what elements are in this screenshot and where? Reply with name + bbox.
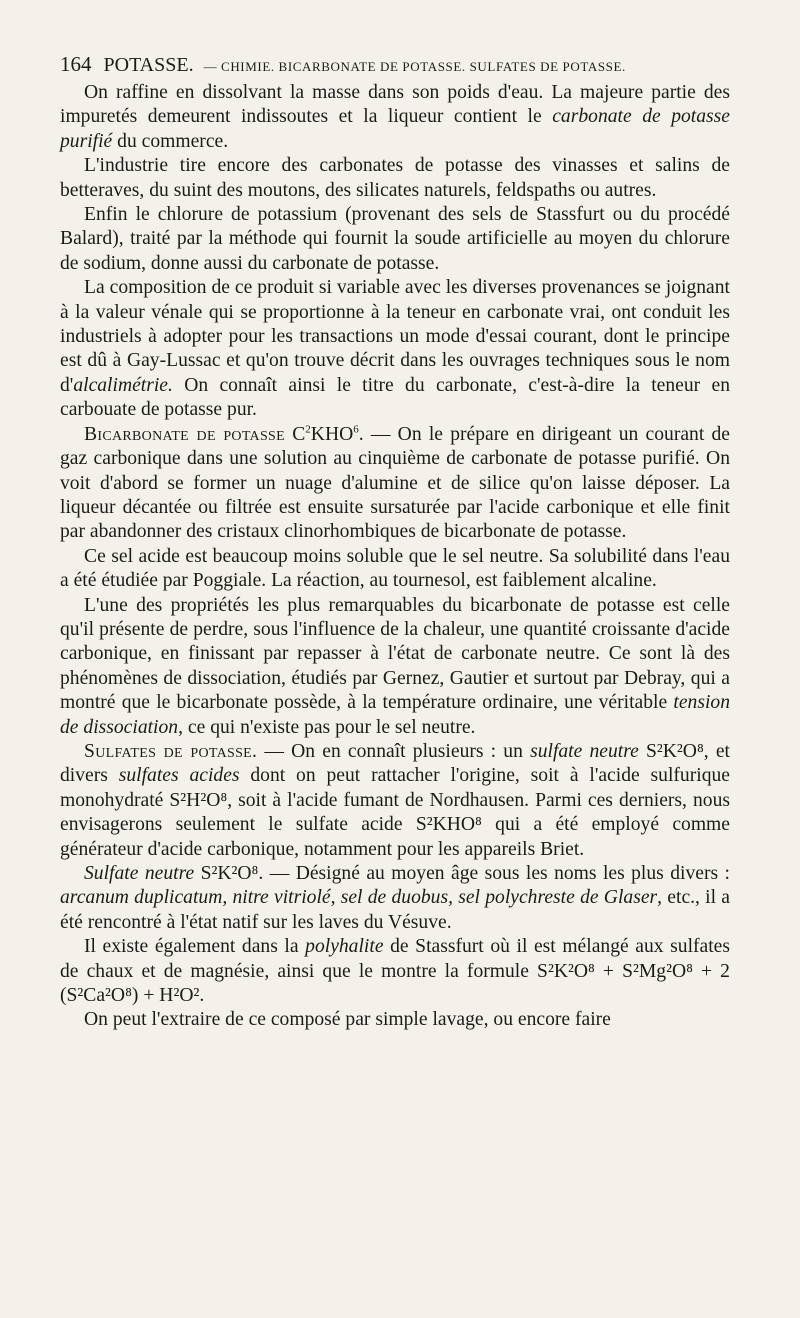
formula-sup: 6 [353,423,359,436]
paragraph-chlorure: Enfin le chlorure de potassium (provenant des sels de Stassfurt ou du procédé Balard), traité par la méthode qui fournit la soude artificielle au moyen du chlorure de sodium, donne aussi du carbonate de potasse. [60,204,730,274]
text-run: du commerce. [112,130,229,152]
text-run: qui a été employé comme générateur d'acide carbonique, notamment pour les appareils Briet. [60,814,730,860]
text-run: , soit à l'acide fumant de Nordhausen. Parmi ces derniers, nous envisagerons seulement le sulfate acide [60,789,730,836]
text-run: . — On le prépare en dirigeant un courant de gaz carbonique dans une solution au cinquième de carbonate de potasse purifié. On voit d'abord se former un nuage d'alumine et de silice qu'on laisse déposer. La liqueur décantée ou filtrée est ensuite sursaturée par l'acide carbonique et elle finit par abandonner des cristaux clinorhombiques de bicarbonate de potasse. [60,423,730,543]
text-run: , etc., il a été rencontré à l'état natif sur les laves du Vésuve. [60,887,731,933]
running-title: POTASSE. [103,54,194,76]
running-subtitle: — CHIMIE. BICARBONATE DE POTASSE. SULFATES DE POTASSE. [203,59,626,74]
italic-term: polyhalite [305,936,384,958]
italic-heading: Sulfate neutre [84,863,195,884]
text-run: Il existe également dans la [84,936,306,958]
paragraph-sulfate-neutre [60,862,730,935]
paragraph-raffinage [60,81,730,154]
formula: S²K²O⁸ [200,863,259,884]
paragraph-polyhalite [60,935,730,1008]
section-heading-sulfates: Sulfates de potasse. [84,740,258,762]
italic-term: arcanum duplicatum, nitre vitriolé, sel de duobus, sel polychreste de Glaser [60,887,658,909]
text-run: . — Désigné au moyen âge sous les noms les plus divers : [258,863,730,884]
paragraph-extraction: On peut l'extraire de ce composé par simple lavage, ou encore faire [84,1009,611,1031]
paragraph-composition [60,276,730,422]
italic-term: carbonate de potasse purifié [60,106,730,152]
formula-bicarbonate [292,424,359,445]
text-run: On connaît ainsi le titre du carbonate, c'est-à-dire la teneur en carbouate de potasse pur. [60,374,730,421]
paragraph-solubilite: Ce sel acide est beaucoup moins soluble que le sel neutre. Sa solubilité dans l'eau a été étudiée par Poggiale. La réaction, au tournesol, est faiblement alcaline. [60,545,730,592]
formula-part: C [292,423,306,445]
section-heading-bicarbonate: Bicarbonate de potasse [84,423,285,445]
page-number: 164 [60,52,92,76]
formula-part: KHO [310,423,354,445]
formula: S²K²O⁸ + S²Mg²O⁸ + 2 (S²Ca²O⁸) + H²O². [60,960,730,1007]
italic-term: sulfate neutre [530,740,639,762]
paragraph-bicarbonate [60,423,730,545]
text-run: La composition de ce produit si variable avec les diverses provenances se joignant à la valeur vénale qui se proportionne à la teneur en carbonate vrai, ont conduit les industriels à adopter pour les transactions un mode d'essai courant, dont le principe est dû à Gay-Lussac et qu'on trouve décrit dans les ouvrages techniques sous le nom d' [60,277,730,396]
page-body [60,81,730,1033]
italic-term: alcalimétrie. [73,374,173,396]
paragraph-industrie: L'industrie tire encore des carbonates de potasse des vinasses et salins de betteraves, du suint des moutons, des silicates naturels, feldspaths ou autres. [60,155,730,201]
text-run: — On en connaît plusieurs : un [257,740,531,762]
formula: S²K²O⁸ [646,740,704,762]
formula-sup: 2 [305,423,311,436]
paragraph-sulfates [60,740,730,862]
italic-term: tension de dissociation [60,692,730,738]
text-run: de Stassfurt où il est mélangé aux sulfates de chaux et de magnésie, ainsi que le montre la formule [60,936,730,982]
text-run: L'une des propriétés les plus remarquables du bicarbonate de potasse est celle qu'il présente de perdre, sous l'influence de la chaleur, une quantité croissante d'acide carbonique, en finissant par repasser à l'état de carbonate neutre. Ce sont là des phénomènes de dissociation, étudiés par Gernez, Gautier et surtout par Debray, qui a montré que le bicarbonate possède, à la température ordinaire, une véritable [60,594,730,714]
formula: S²KHO⁸ [415,814,482,836]
text-run: , et divers [60,740,730,787]
text-run: On raffine en dissolvant la masse dans son poids d'eau. La majeure partie des impuretés demeurent indissoutes et la liqueur contient le [60,82,730,128]
running-header [60,52,730,79]
formula: S²H²O⁸ [169,789,228,811]
text-run: dont on peut rattacher l'origine, soit à l'acide sulfurique monohydraté [60,765,730,811]
paragraph-dissociation [60,594,730,740]
text-run: , ce qui n'existe pas pour le sel neutre. [178,716,476,738]
italic-term: sulfates acides [118,765,240,787]
